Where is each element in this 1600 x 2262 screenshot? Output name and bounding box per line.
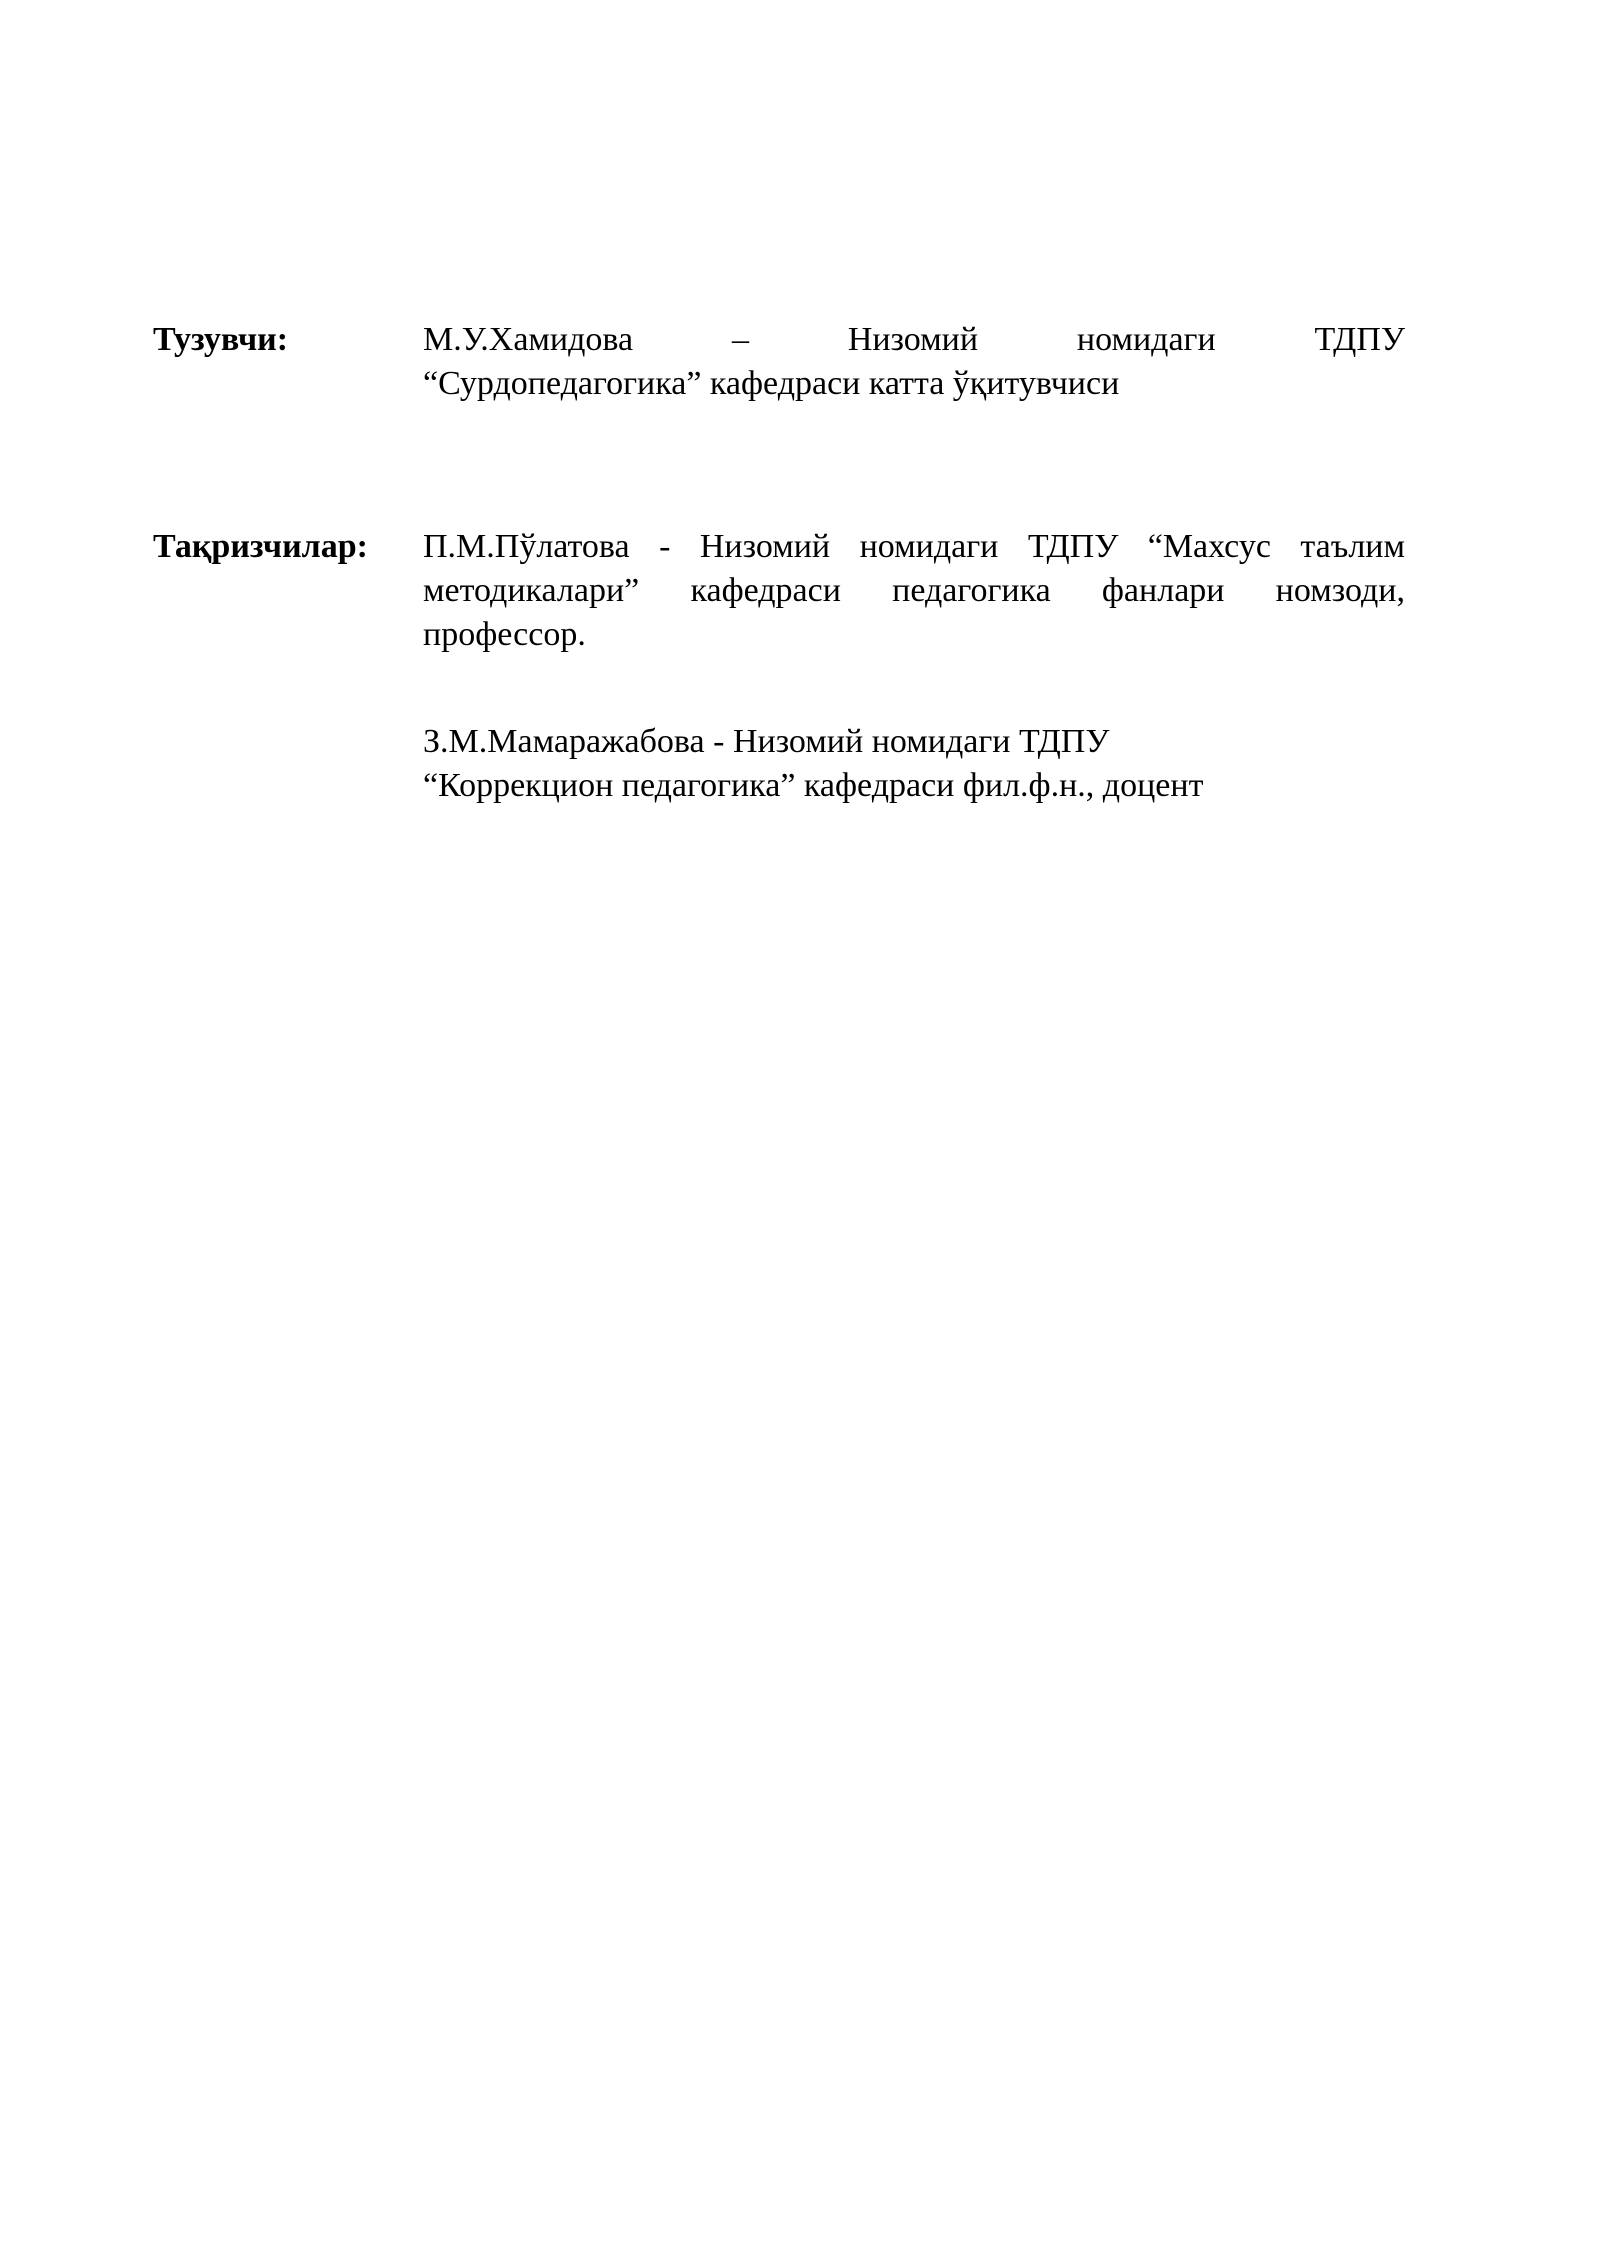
compiler-label: Тузувчи: — [153, 321, 289, 358]
compiler-info-line1: М.У.Хамидова – Низомий номидаги ТДПУ — [423, 321, 1405, 358]
reviewer-2-info — [423, 720, 1405, 808]
reviewer-1-info: П.М.Пўлатова - Низомий номидаги ТДПУ “Махсус таълим методикалари” кафедраси педагогика фанлари номзоди, профессор. — [423, 528, 1405, 653]
compiler-info — [423, 318, 1405, 406]
reviewer-2-line1: З.М.Мамаражабова - Низомий номидаги ТДПУ — [423, 723, 1110, 760]
reviewers-label: Тақризчилар: — [153, 528, 368, 565]
reviewer-2-line2: “Коррекцион педагогика” кафедраси фил.ф.н., доцент — [423, 767, 1204, 804]
compiler-info-line2: “Сурдопедагогика” кафедраси катта ўқитувчиси — [423, 365, 1120, 402]
